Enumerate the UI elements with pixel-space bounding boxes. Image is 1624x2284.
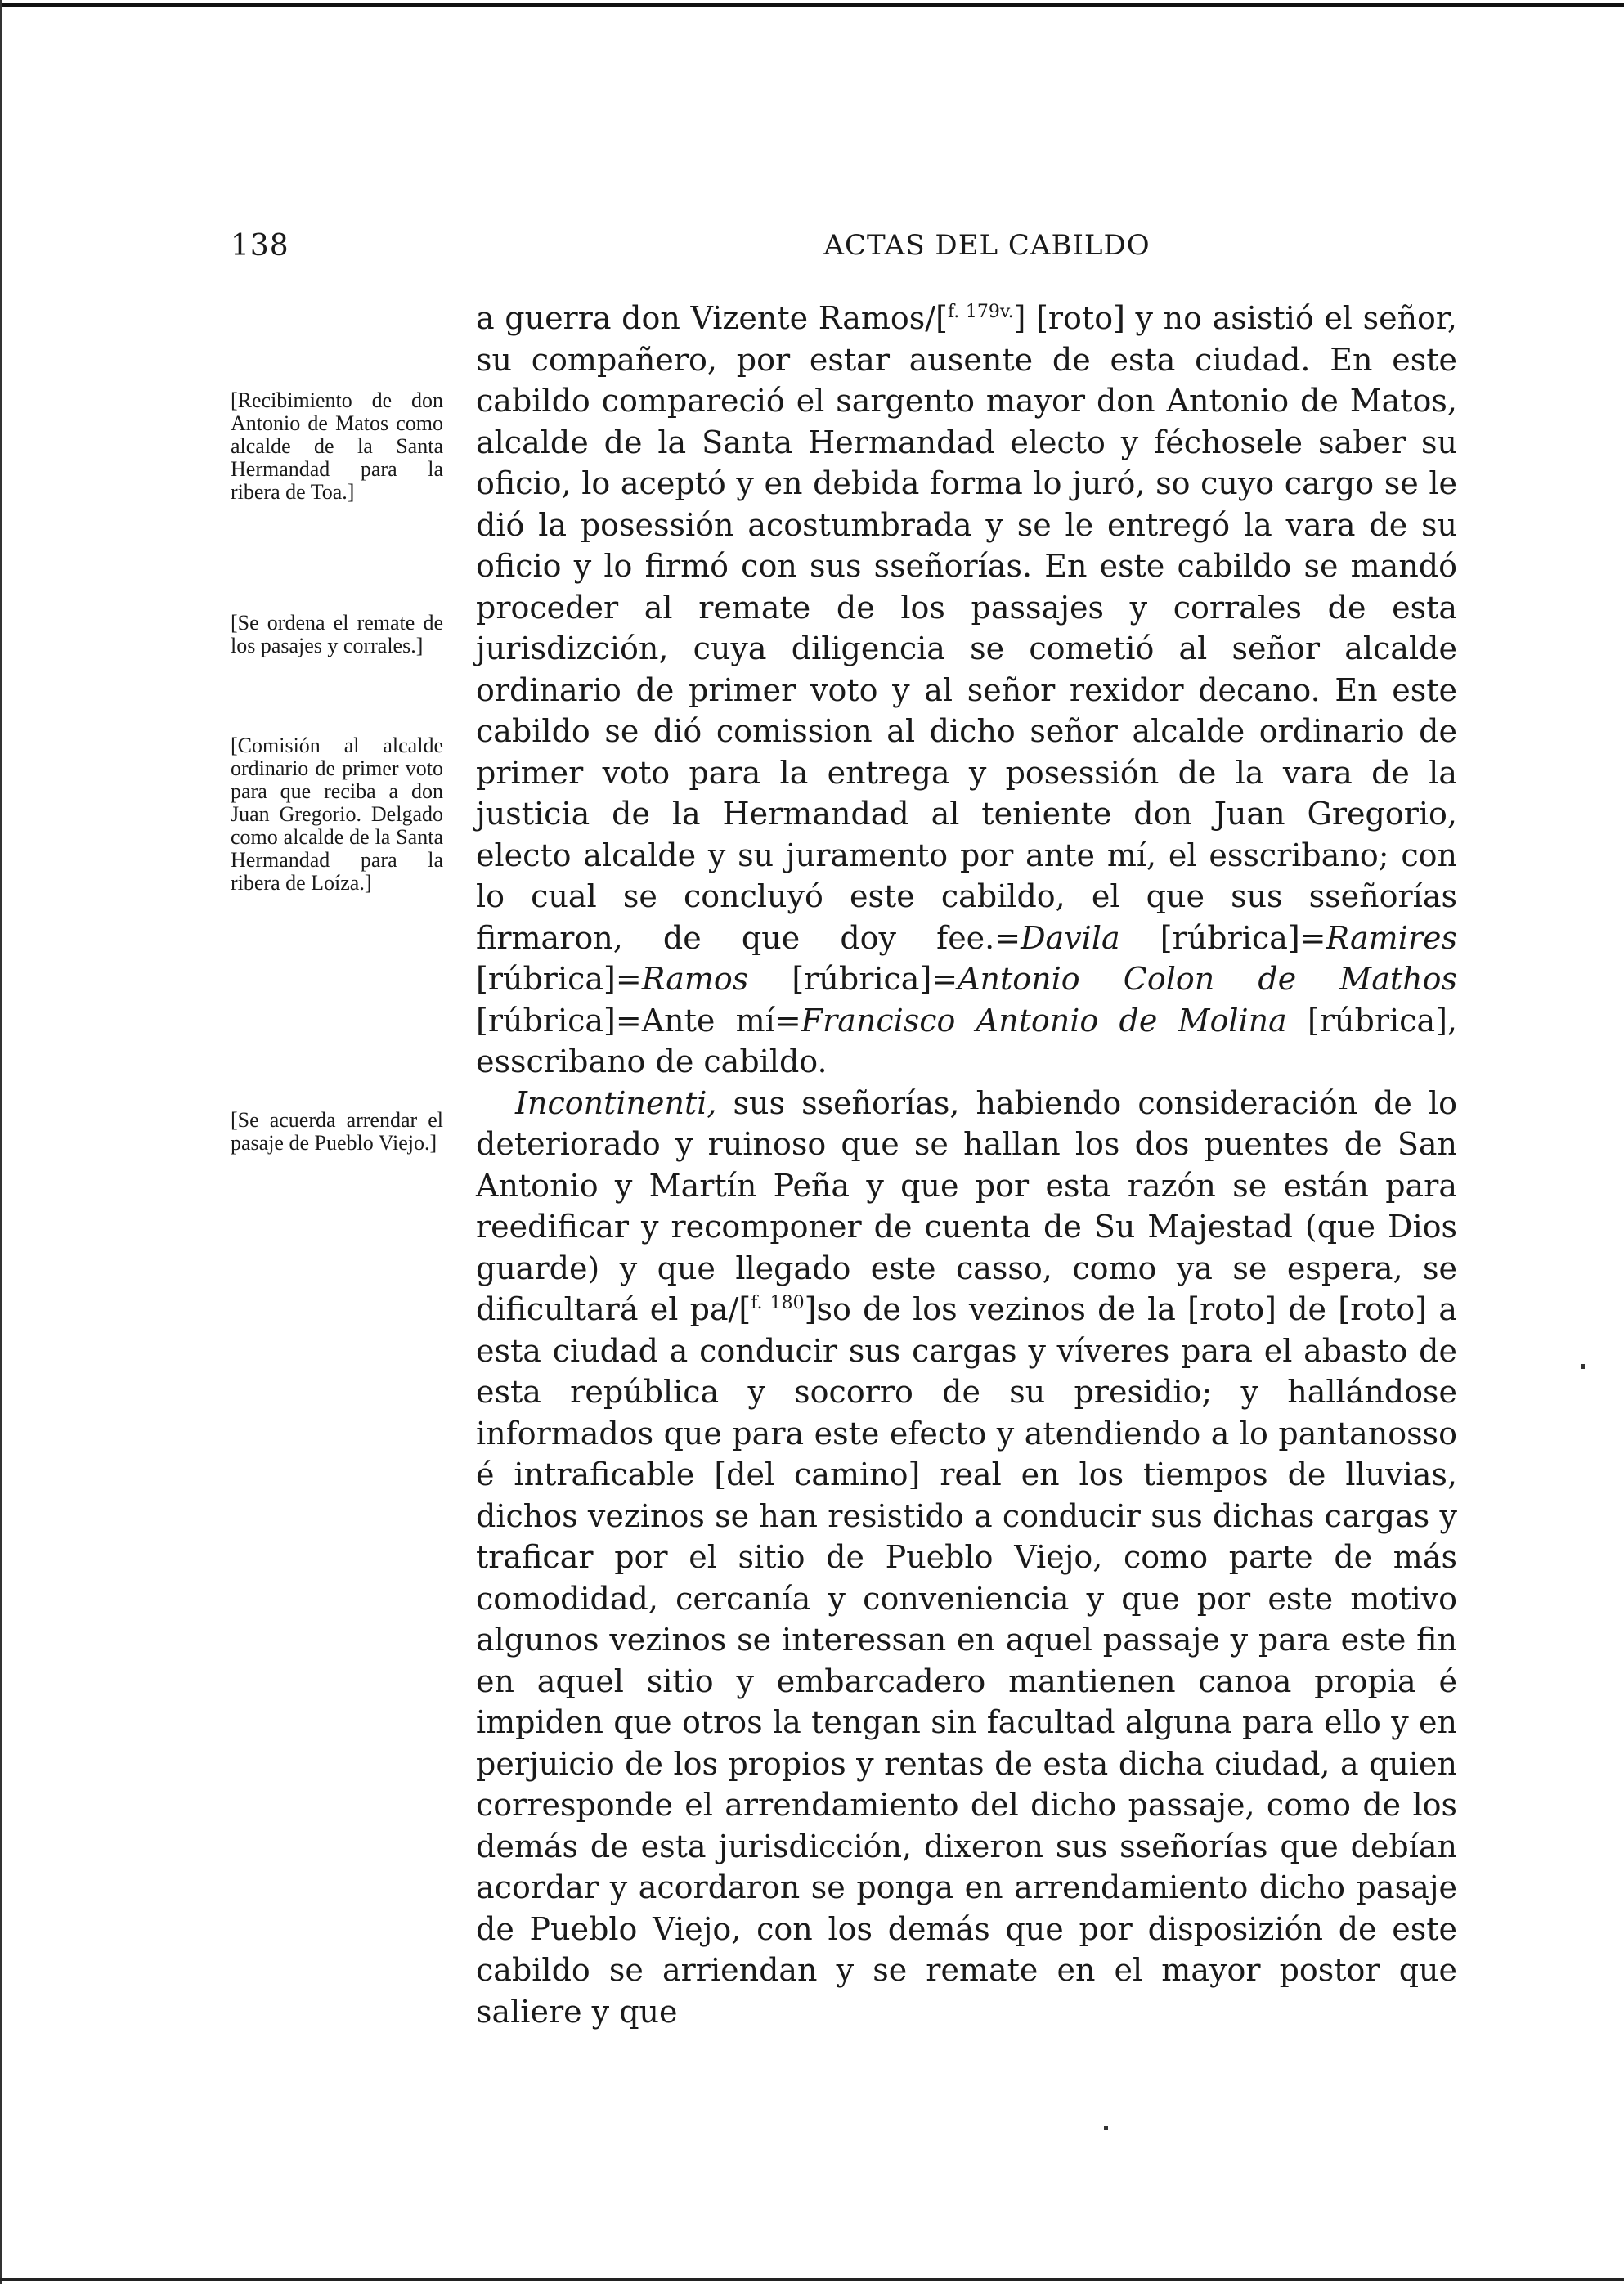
rubrica: [rúbrica]=: [476, 961, 642, 997]
margin-note-remate: [Se ordena el remate de los pasajes y corrales.]: [231, 611, 443, 657]
signature-ramos: Ramos: [641, 961, 749, 997]
bottom-rule: [0, 2278, 1624, 2281]
margin-note-pasaje: [Se acuerda arrendar el pasaje de Pueblo Viejo.]: [231, 1108, 443, 1155]
folio-marker: f. 180: [751, 1293, 805, 1313]
signature-davila: Davila: [1021, 919, 1120, 956]
margin-note-recibimiento: [Recibimiento de don Antonio de Matos como alcalde de la Santa Hermandad para la ribera de Toa.]: [231, 388, 443, 504]
signature-colon: Antonio Colon de Mathos: [958, 961, 1457, 997]
margin-note-comision: [Comisión al alcalde ordinario de primer voto para que reciba a don Juan Gregorio. Delgado como alcalde de la Santa Hermandad para la ribera de Loíza.]: [231, 734, 443, 895]
ink-fleck: [1581, 1364, 1585, 1369]
text-run: a guerra don Vizente Ramos/[: [476, 300, 948, 336]
lead-word: Incontinenti,: [515, 1084, 717, 1121]
rubrica: [rúbrica]=: [1119, 919, 1326, 956]
folio-marker: f. 179v.: [947, 302, 1014, 322]
paragraph-incontinenti: [476, 1083, 1457, 2033]
paragraph-session-close: [476, 298, 1457, 1083]
signature-molina: Francisco Antonio de Molina: [801, 1002, 1287, 1039]
page-number: 138: [231, 229, 289, 263]
running-title: ACTAS DEL CABILDO: [823, 229, 1151, 262]
text-run: ]so de los vezinos de la [roto] de [roto] a esta ciudad a conducir sus cargas y víveres para el abasto de esta república y socorro de su presidio; y hallándose informados que para este efecto y atendiendo a lo pantanosso é intraficable [del camino] real en los tiempos de lluvias, dichos vezinos se han resistido a conducir sus dichas cargas y traficar por el sitio de Pueblo Viejo, como parte de más comodidad, cercanía y conveniencia y que por este motivo algunos vezinos se interessan en aquel passaje y para este fin en aquel sitio y embarcadero mantienen canoa propia é impiden que otros la tengan sin facultad alguna para ello y en perjuicio de los propios y rentas de esta dicha ciudad, a quien corresponde el arrendamiento del dicho passaje, como de los demás de esta jurisdicción, dixeron sus sseñorías que debían acordar y acordaron se ponga en arrendamiento dicho pasaje de Pueblo Viejo, con los demás que por disposizión de este cabildo se arriendan y se remate en el mayor postor que saliere y que: [476, 1291, 1457, 2030]
ink-fleck: [1104, 2126, 1108, 2130]
left-edge-line: [0, 0, 2, 2284]
text-run: sus sseñorías, habiendo consideración de lo deteriorado y ruinoso que se hallan los dos puentes de San Antonio y Martín Peña y que por esta razón se están para reedificar y recomponer de cuenta de Su Majestad (que Dios guarde) y que llegado este casso, como ya se espera, se dificultará el pa/[: [476, 1084, 1457, 1327]
signature-ramires: Ramires: [1326, 919, 1457, 956]
top-rule: [0, 3, 1624, 7]
rubrica: [rúbrica]=: [748, 961, 958, 997]
main-text: [476, 298, 1457, 2032]
rubrica: [rúbrica], esscribano de cabildo.: [476, 1002, 1457, 1079]
rubrica: [rúbrica]=Ante mí=: [476, 1002, 801, 1039]
text-run: ] [roto] y no asistió el señor, su compañero, por estar ausente de esta ciudad. En este cabildo compareció el sargento mayor don Antonio de Matos, alcalde de la Santa Hermandad electo y féchosele saber su oficio, lo aceptó y en debida forma lo juró, so cuyo cargo se le dió la posessión acostumbrada y se le entregó la vara de su oficio y lo firmó con sus sseñorías. En este cabildo se mandó proceder al remate de los passajes y corrales de esta jurisdizción, cuya diligencia se cometió al señor alcalde ordinario de primer voto y al señor rexidor decano. En este cabildo se dió comission al dicho señor alcalde ordinario de primer voto para la entrega y posessión de la vara de la justicia de la Hermandad al teniente don Juan Gregorio, electo alcalde y su juramento por ante mí, el esscribano; con lo cual se concluyó este cabildo, el que sus sseñorías firmaron, de que doy fee.=: [476, 300, 1457, 956]
